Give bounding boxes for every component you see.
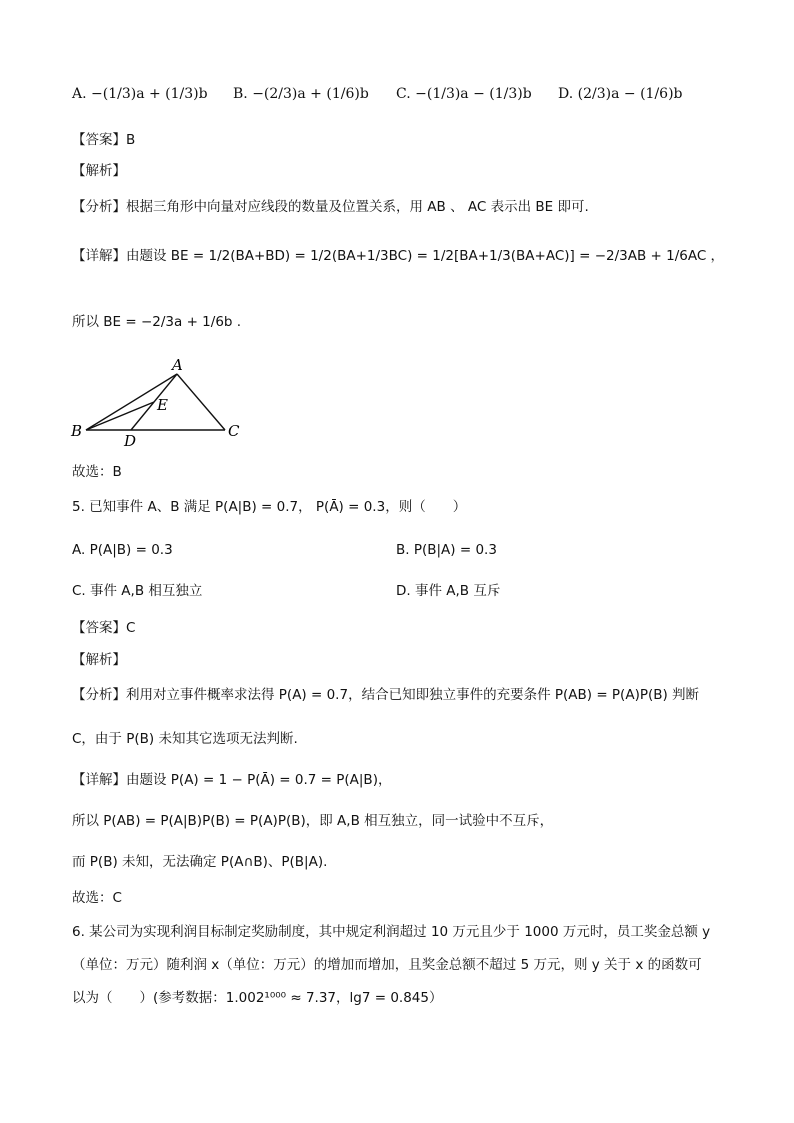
q5-so: 所以 P(AB) = P(A|B)P(B) = P(A)P(B)，即 A,B 相互独立，同一试验中不互斥， [72, 813, 554, 829]
label-b: B [71, 422, 83, 440]
option-a-expr: −(1/3)a + (1/3)b [91, 86, 208, 102]
option-a-text: A. [72, 86, 87, 102]
q5-choice: 故选：C [72, 890, 122, 906]
triangle-diagram [66, 356, 246, 448]
q5-stem: 5. 已知事件 A、B 满足 P(A|B) = 0.7， P(Ā) = 0.3，则（ ） [72, 499, 467, 515]
q6-line-1: 6. 某公司为实现利润目标制定奖励制度，其中规定利润超过 10 万元且少于 1000 万元时，员工奖金总额 y [72, 924, 711, 940]
option-d-text: D. [558, 86, 574, 102]
q5-analysis-label: 【解析】 [72, 652, 126, 668]
option-c [396, 84, 532, 104]
q5-fenxi-1: 【分析】利用对立事件概率求法得 P(A) = 0.7，结合已知即独立事件的充要条件 P(AB) = P(A)P(B) 判断 [72, 687, 700, 703]
q5-option-c: C. 事件 A,B 相互独立 [72, 583, 203, 599]
q4-fenxi: 【分析】根据三角形中向量对应线段的数量及位置关系，用 AB 、 AC 表示出 BE 即可. [72, 199, 589, 215]
segment-be [86, 402, 154, 430]
q4-choice: 故选：B [72, 464, 122, 480]
q4-answer: 【答案】B [72, 132, 136, 148]
option-d [558, 84, 683, 104]
q5-option-b: B. P(B|A) = 0.3 [396, 542, 497, 558]
q4-analysis-label: 【解析】 [72, 163, 126, 179]
q4-detail: 【详解】由题设 BE = 1/2(BA+BD) = 1/2(BA+1/3BC) = 1/2[BA+1/3(BA+AC)] = −2/3AB + 1/6AC ， [72, 248, 725, 264]
q5-fenxi-2: C，由于 P(B) 未知其它选项无法判断. [72, 731, 298, 747]
option-d-expr: (2/3)a − (1/6)b [577, 86, 683, 102]
option-b-expr: −(2/3)a + (1/6)b [252, 86, 369, 102]
label-e: E [157, 396, 168, 414]
label-c: C [228, 422, 240, 440]
label-d: D [124, 432, 137, 448]
option-b [233, 84, 369, 104]
label-a: A [172, 356, 183, 374]
option-a [72, 84, 208, 104]
side-ac [177, 374, 225, 430]
option-b-text: B. [233, 86, 248, 102]
q6-line-2: （单位：万元）随利润 x（单位：万元）的增加而增加，且奖金总额不超过 5 万元，则 y 关于 x 的函数可 [72, 957, 702, 973]
option-c-expr: −(1/3)a − (1/3)b [415, 86, 532, 102]
q5-and: 而 P(B) 未知，无法确定 P(A∩B)、P(B|A). [72, 854, 328, 870]
q5-option-a: A. P(A|B) = 0.3 [72, 542, 173, 558]
q5-answer: 【答案】C [72, 620, 136, 636]
q4-so: 所以 BE = −2/3a + 1/6b . [72, 314, 242, 330]
option-c-text: C. [396, 86, 411, 102]
q5-detail: 【详解】由题设 P(A) = 1 − P(Ā) = 0.7 = P(A|B)， [72, 772, 392, 788]
q5-option-d: D. 事件 A,B 互斥 [396, 583, 501, 599]
q6-line-3: 以为（ ）(参考数据：1.002¹⁰⁰⁰ ≈ 7.37，lg7 = 0.845） [72, 990, 443, 1006]
